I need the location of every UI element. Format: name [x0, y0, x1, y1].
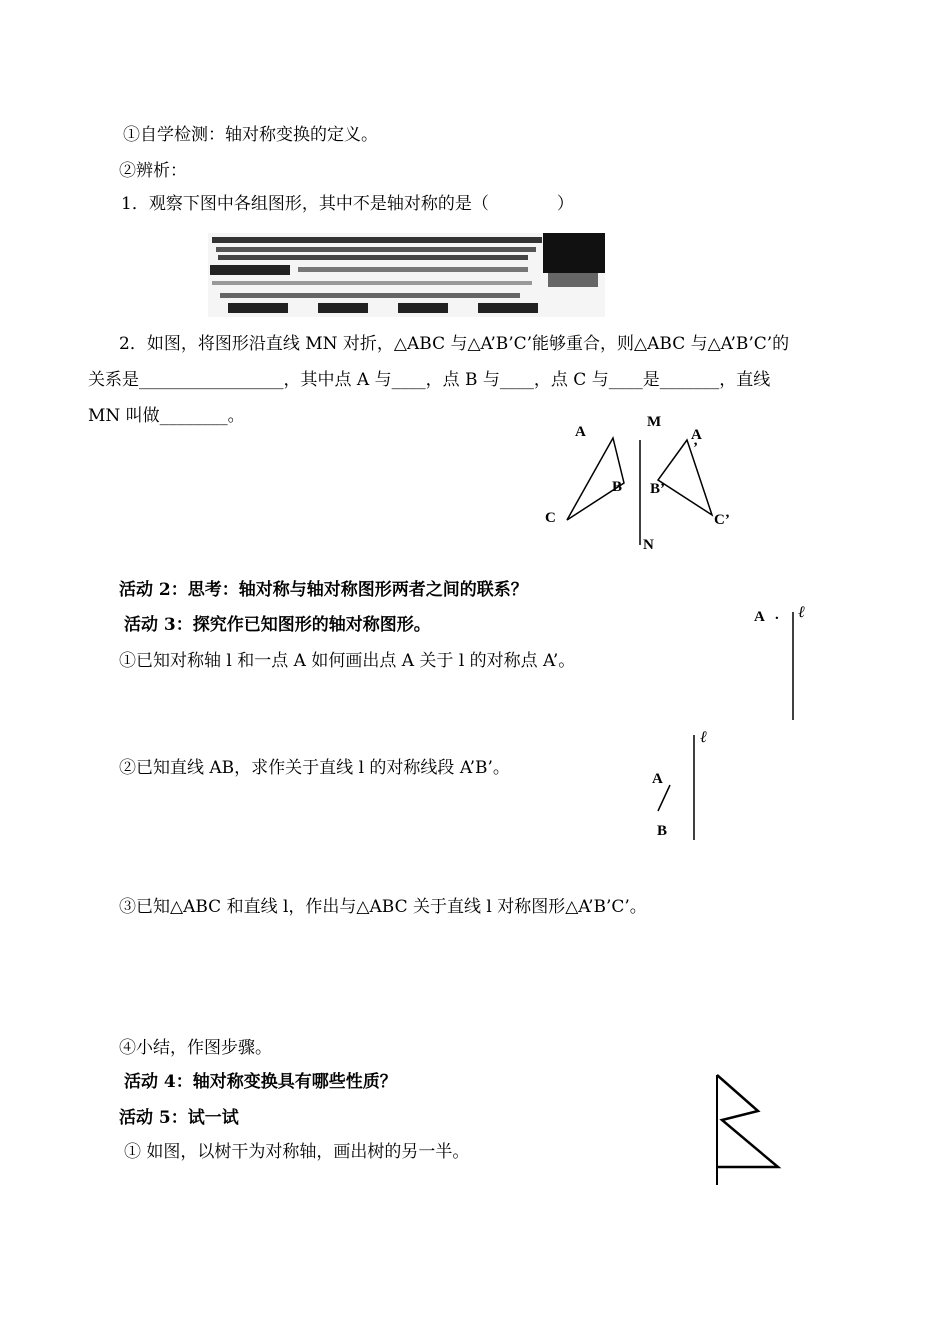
activity-5-item-1: ① 如图，以树干为对称轴，画出树的另一半。 [124, 1142, 470, 1162]
point-a-dot: . [775, 607, 779, 623]
activity-3-item-2: ②已知直线 AB，求作关于直线 l 的对称线段 A’B’。 [119, 758, 510, 778]
activity-4: 活动 4：轴对称变换具有哪些性质？ [124, 1072, 397, 1092]
label-l-1: ℓ [798, 604, 805, 621]
scanned-figure-image [208, 233, 605, 317]
activity-3-item-1: ①已知对称轴 l 和一点 A 如何画出点 A 关于 l 的对称点 A’。 [119, 651, 576, 671]
label-point-a: A [754, 609, 765, 625]
activity-5-title: 活动 5：试一试 [119, 1108, 239, 1128]
activity-3-item-3: ③已知△ABC 和直线 l，作出与△ABC 关于直线 l 对称图形△A’B’C’。 [119, 897, 647, 917]
label-m: M [647, 414, 662, 430]
self-check-line: ①自学检测：轴对称变换的定义。 [123, 125, 378, 145]
question-2-line-1: 2．如图，将图形沿直线 MN 对折，△ABC 与△A’B’C’能够重合，则△ABC 与△A’B’C’的 [119, 334, 790, 354]
analysis-line: ②辨析： [119, 161, 187, 181]
label-a-prime-mark: ’ [693, 440, 698, 456]
half-tree-figure [700, 1065, 790, 1195]
activity-3-title: 活动 3：探究作已知图形的轴对称图形。 [124, 615, 431, 635]
segment-reflection-figure [640, 725, 720, 845]
label-c: C [545, 510, 556, 526]
label-seg-b: B [657, 823, 668, 839]
point-reflection-figure [745, 600, 820, 725]
activity-2: 活动 2：思考：轴对称与轴对称图形两者之间的联系？ [119, 580, 528, 600]
label-l-2: ℓ [700, 729, 707, 746]
triangle-a-prime-b-prime-c-prime [658, 440, 712, 515]
question-1: 1．观察下图中各组图形，其中不是轴对称的是（ ） [121, 194, 574, 214]
mn-reflection-figure [540, 405, 770, 555]
question-2-line-3: MN 叫做________。 [88, 406, 245, 426]
segment-ab [658, 785, 670, 811]
tree-half-outline [717, 1075, 778, 1167]
label-seg-a: A [652, 771, 663, 787]
label-a-prime: A [691, 427, 702, 443]
label-a: A [575, 424, 586, 440]
label-c-prime: C’ [714, 512, 730, 528]
label-b-prime: B’ [650, 481, 665, 497]
activity-3-item-4: ④小结，作图步骤。 [119, 1038, 272, 1058]
label-b: B [612, 479, 623, 495]
question-2-line-2: 关系是_________________，其中点 A 与____，点 B 与____，点 C 与____是_______，直线 [88, 370, 771, 390]
label-n: N [643, 537, 654, 553]
